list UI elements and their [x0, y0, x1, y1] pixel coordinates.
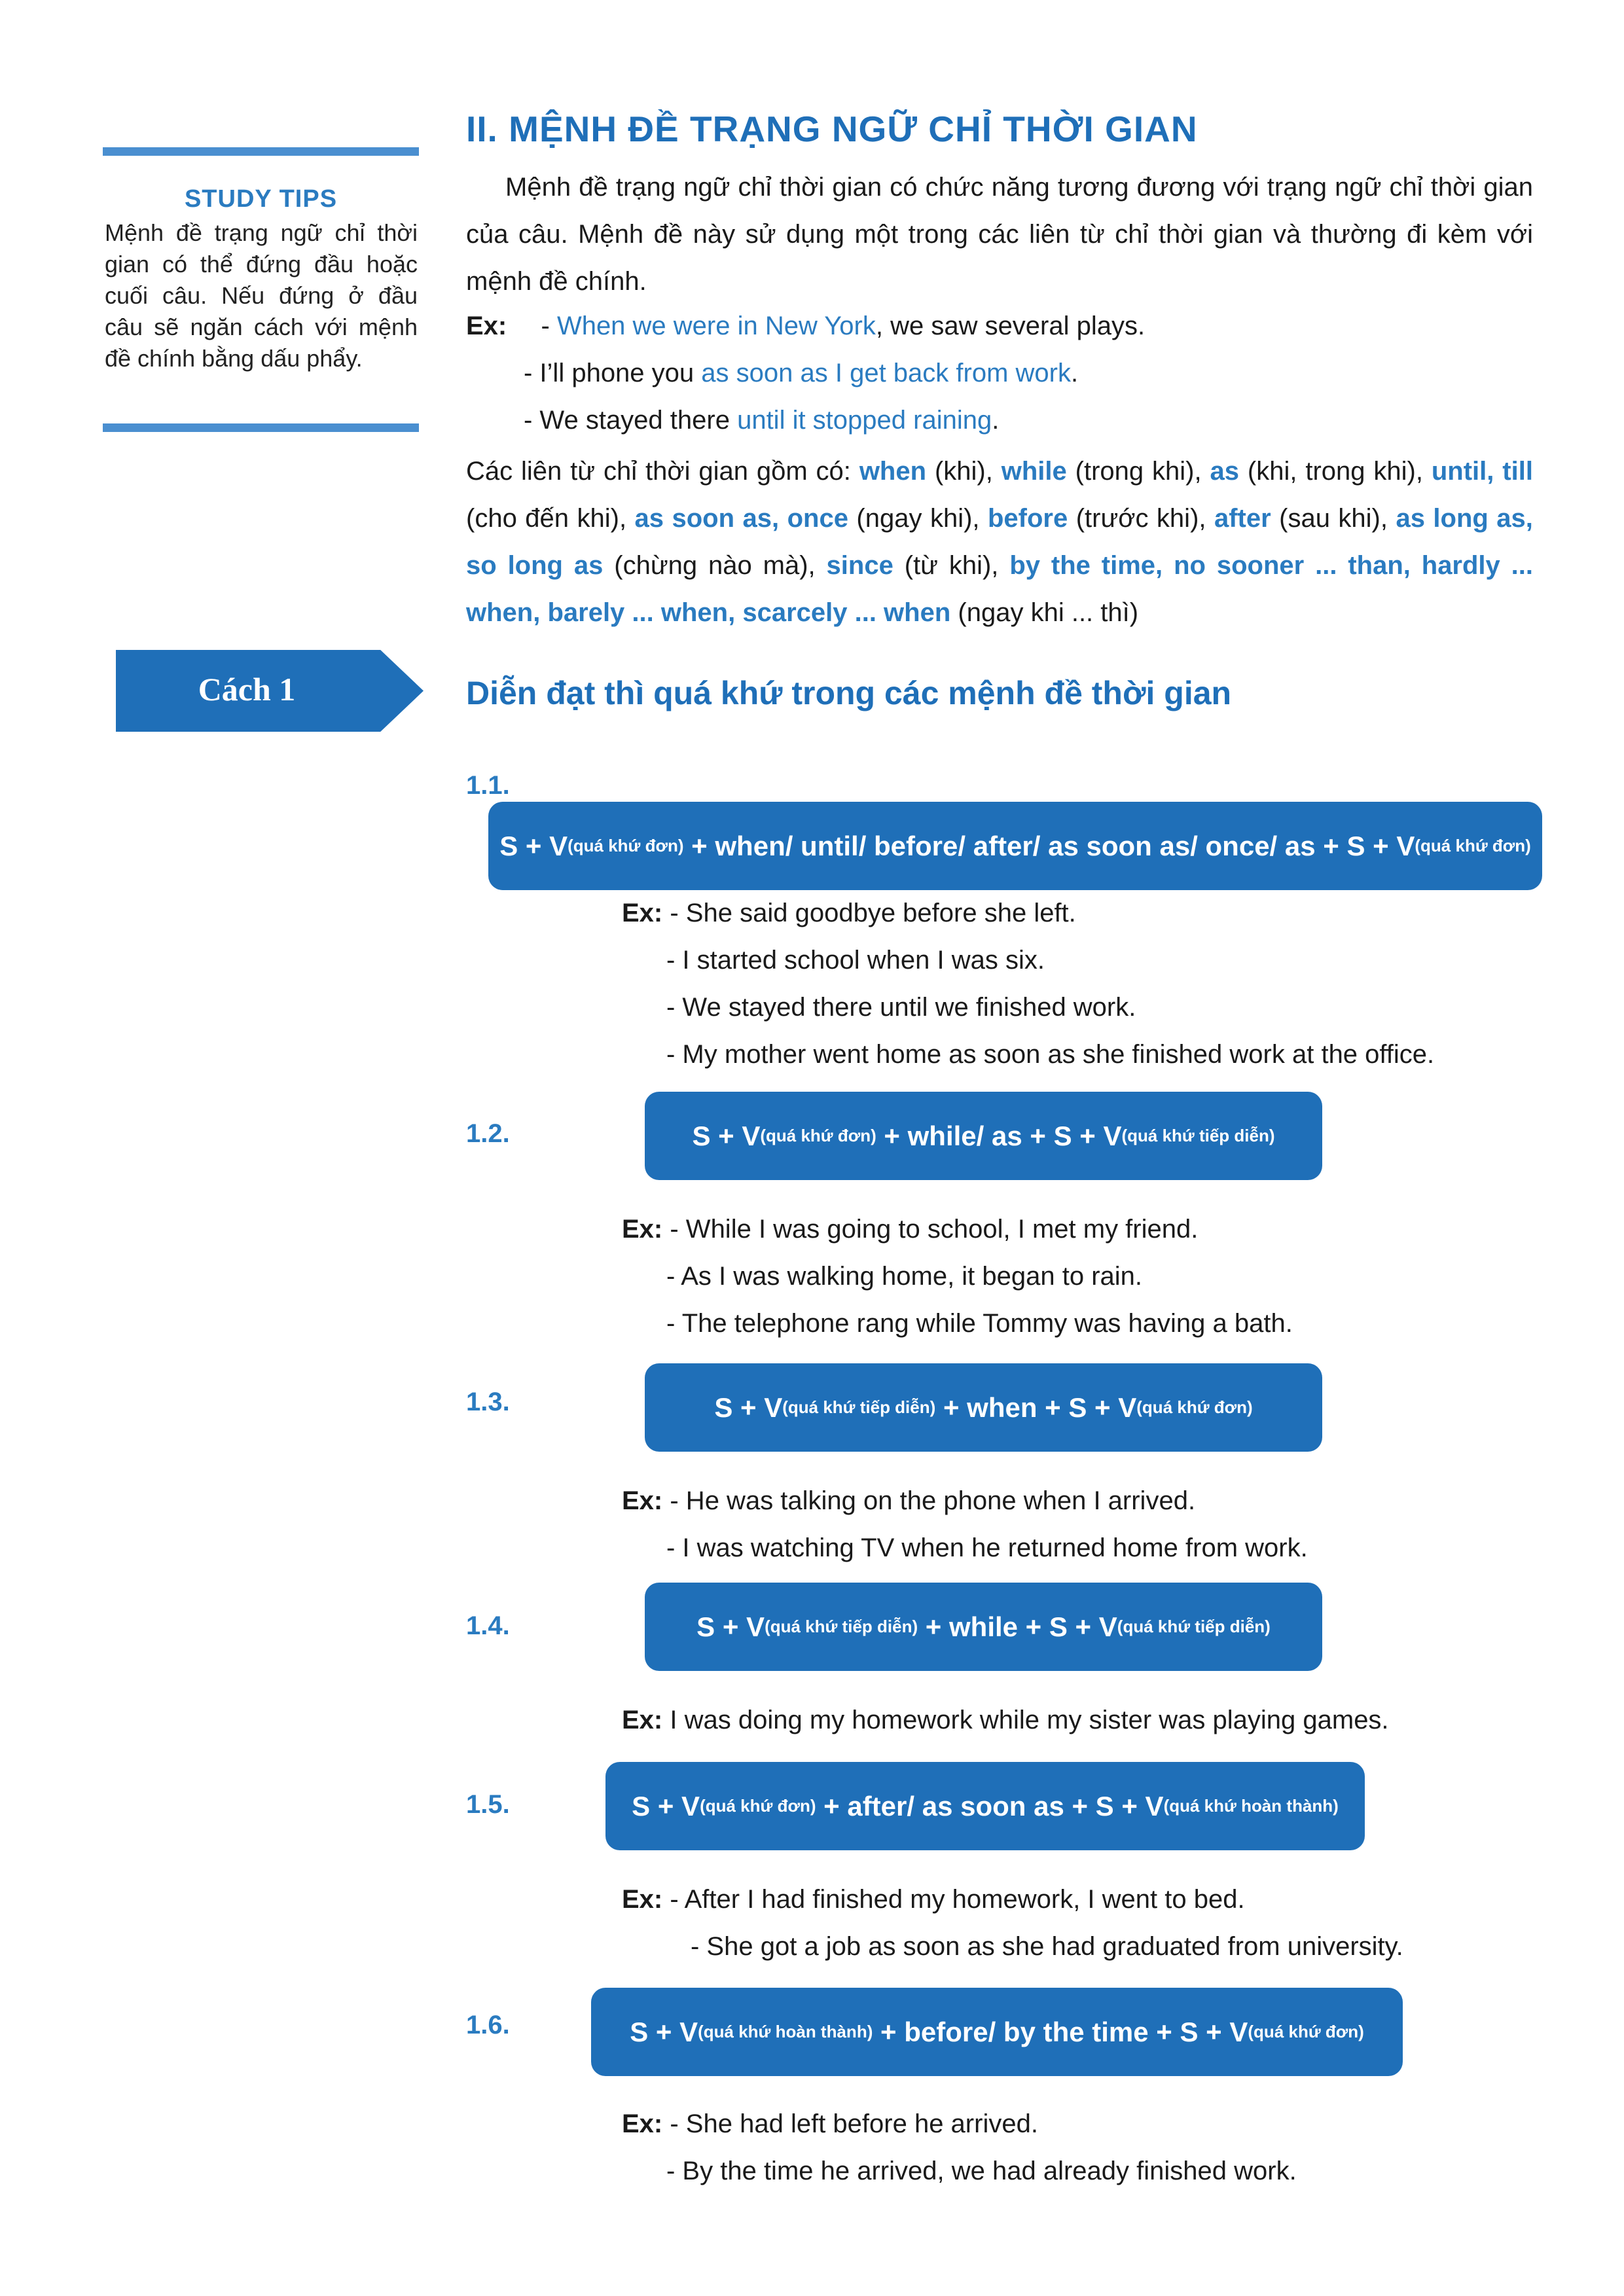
section-intro-text: Mệnh đề trạng ngữ chỉ thời gian có chức năng tương đương với trạng ngữ chỉ thời gian của câu. Mệnh đề này sử dụng một trong các liên từ chỉ thời gian và thường đi kèm với mệnh đề chính. — [466, 173, 1533, 296]
formula-tense: (quá khứ đơn) — [1415, 836, 1531, 855]
conj-term: until, till — [1431, 457, 1533, 486]
formula-tense: (quá khứ tiếp diễn) — [1121, 1126, 1275, 1145]
example-line — [666, 1304, 1293, 1343]
formula-tense: (quá khứ tiếp diễn) — [782, 1397, 936, 1417]
example-text: - I was watching TV when he returned home from work. — [666, 1534, 1308, 1562]
example-text: - She got a job as soon as she had graduated from university. — [691, 1932, 1403, 1961]
ex-pre: - We stayed there — [524, 406, 738, 435]
ex-post: . — [992, 406, 1000, 435]
formula-part: S + V — [692, 1120, 761, 1151]
conj-gloss: (chừng nào mà), — [614, 551, 816, 580]
ex-label: Ex: — [622, 2109, 663, 2138]
formula-number: 1.4. — [466, 1611, 510, 1640]
formula-tense: (quá khứ đơn) — [700, 1796, 816, 1816]
formula-box — [645, 1092, 1322, 1180]
example-line — [622, 1481, 1195, 1520]
ex-post: . — [1070, 359, 1079, 387]
ex-highlight: as soon as I get back from work — [701, 359, 1071, 387]
example-line — [666, 1257, 1142, 1296]
example-line — [622, 2104, 1038, 2144]
conj-gloss: (trước khi), — [1075, 504, 1206, 533]
study-tips-title: STUDY TIPS — [184, 185, 338, 213]
formula-part: + after/ as soon as + S + V — [816, 1790, 1164, 1821]
ex-label: Ex: — [622, 899, 663, 927]
example-text: - He was talking on the phone when I arrived. — [670, 1486, 1196, 1515]
intro-example-1 — [466, 306, 1145, 346]
method-title: Diễn đạt thì quá khứ trong các mệnh đề thời gian — [466, 675, 1232, 711]
example-line — [622, 1880, 1245, 1919]
ex-label: Ex: — [622, 1486, 663, 1515]
example-text: - After I had finished my homework, I went to bed. — [670, 1885, 1245, 1914]
example-line — [622, 1210, 1198, 1249]
conj-gloss: (khi, trong khi), — [1247, 457, 1423, 486]
conj-gloss: (ngay khi), — [856, 504, 980, 533]
formula-box — [488, 802, 1542, 890]
formula-part: S + V — [630, 2016, 698, 2047]
formula-part: S + V — [632, 1790, 700, 1821]
example-line — [666, 2151, 1297, 2191]
formula-number: 1.2. — [466, 1119, 510, 1148]
example-line — [666, 988, 1136, 1027]
study-tips-top-rule — [103, 147, 419, 156]
section-intro — [466, 164, 1533, 305]
example-text: - My mother went home as soon as she finished work at the office. — [666, 1040, 1435, 1069]
example-text: - She said goodbye before she left. — [670, 899, 1076, 927]
formula-tense: (quá khứ đơn) — [1136, 1397, 1253, 1417]
conj-gloss: (khi), — [934, 457, 993, 486]
conj-intro: Các liên từ chỉ thời gian gồm có: — [466, 457, 851, 486]
example-text: - As I was walking home, it began to rain. — [666, 1262, 1143, 1291]
conj-term: before — [987, 504, 1068, 533]
ex-highlight: When we were in New York — [556, 312, 876, 340]
example-text: - The telephone rang while Tommy was having a bath. — [666, 1309, 1293, 1338]
ex-pre: - I’ll phone you — [524, 359, 702, 387]
formula-box — [605, 1762, 1365, 1850]
formula-number: 1.3. — [466, 1388, 510, 1416]
formula-tense: (quá khứ hoàn thành) — [698, 2022, 873, 2041]
formula-part: + while + S + V — [918, 1611, 1117, 1642]
formula-tense: (quá khứ hoàn thành) — [1163, 1796, 1339, 1816]
ex-pre: - — [541, 312, 557, 340]
conj-gloss: (sau khi), — [1279, 504, 1388, 533]
section-title: II. MỆNH ĐỀ TRẠNG NGỮ CHỈ THỜI GIAN — [466, 109, 1198, 149]
formula-tense: (quá khứ tiếp diễn) — [765, 1617, 918, 1636]
example-line — [666, 1035, 1434, 1074]
conj-term: no sooner ... than, hardly ... when, barely ... when, scarcely ... when — [466, 551, 1534, 627]
conj-term: after — [1214, 504, 1271, 533]
conj-gloss: (trong khi), — [1075, 457, 1202, 486]
intro-example-2 — [524, 353, 1078, 393]
conj-gloss: (ngay khi ... thì) — [958, 598, 1139, 627]
conj-term: as — [1210, 457, 1239, 486]
example-text: - She had left before he arrived. — [670, 2109, 1038, 2138]
example-line — [622, 893, 1076, 933]
conj-term: by the time — [1009, 551, 1156, 580]
formula-tense: (quá khứ đơn) — [568, 836, 684, 855]
study-tips-body: Mệnh đề trạng ngữ chỉ thời gian có thể đứng đầu hoặc cuối câu. Nếu đứng ở đầu câu sẽ ngăn cách với mệnh đề chính bằng dấu phẩy. — [105, 219, 418, 372]
conj-gloss: , — [1155, 551, 1163, 580]
example-text: - While I was going to school, I met my friend. — [670, 1215, 1199, 1244]
formula-number: 1.1. — [466, 771, 510, 800]
ex-label: Ex: — [622, 1215, 663, 1244]
example-line — [691, 1927, 1403, 1966]
formula-part: S + V — [696, 1611, 765, 1642]
ex-highlight: until it stopped raining — [737, 406, 992, 435]
formula-tense: (quá khứ đơn) — [760, 1126, 876, 1145]
example-line — [666, 941, 1045, 980]
conjunctions-paragraph — [466, 448, 1533, 636]
formula-box — [645, 1583, 1322, 1671]
ex-label: Ex: — [622, 1885, 663, 1914]
formula-part: + when/ until/ before/ after/ as soon as/ once/ as + S + V — [683, 830, 1415, 861]
example-text: - I started school when I was six. — [666, 946, 1045, 975]
example-text: - By the time he arrived, we had already finished work. — [666, 2157, 1297, 2185]
formula-part: S + V — [499, 830, 568, 861]
intro-example-3 — [524, 401, 999, 440]
formula-part: + when + S + V — [935, 1391, 1137, 1423]
formula-number: 1.5. — [466, 1790, 510, 1819]
formula-part: + before/ by the time + S + V — [873, 2016, 1248, 2047]
example-line — [666, 1528, 1308, 1568]
formula-part: + while/ as + S + V — [876, 1120, 1122, 1151]
conj-gloss: (cho đến khi), — [466, 504, 627, 533]
conj-term: as long as, so long as — [466, 504, 1533, 580]
example-text: I was doing my homework while my sister was playing games. — [662, 1706, 1389, 1734]
conj-term: since — [826, 551, 893, 580]
conj-term: as soon as, once — [634, 504, 848, 533]
ex-post: , we saw several plays. — [875, 312, 1146, 340]
formula-number: 1.6. — [466, 2011, 510, 2039]
formula-tense: (quá khứ đơn) — [1248, 2022, 1364, 2041]
formula-part: S + V — [714, 1391, 783, 1423]
formula-tense: (quá khứ tiếp diễn) — [1117, 1617, 1271, 1636]
method-tab-label: Cách 1 — [198, 671, 296, 708]
example-line — [622, 1700, 1389, 1740]
formula-box — [645, 1363, 1322, 1452]
study-tips-bottom-rule — [103, 423, 419, 432]
example-text: - We stayed there until we finished work. — [666, 993, 1136, 1022]
formula-box — [591, 1988, 1403, 2076]
conj-term: while — [1001, 457, 1067, 486]
ex-label: Ex: — [622, 1706, 663, 1734]
conj-term: when — [859, 457, 927, 486]
conj-gloss: (từ khi), — [904, 551, 999, 580]
ex-label: Ex: — [466, 312, 507, 340]
